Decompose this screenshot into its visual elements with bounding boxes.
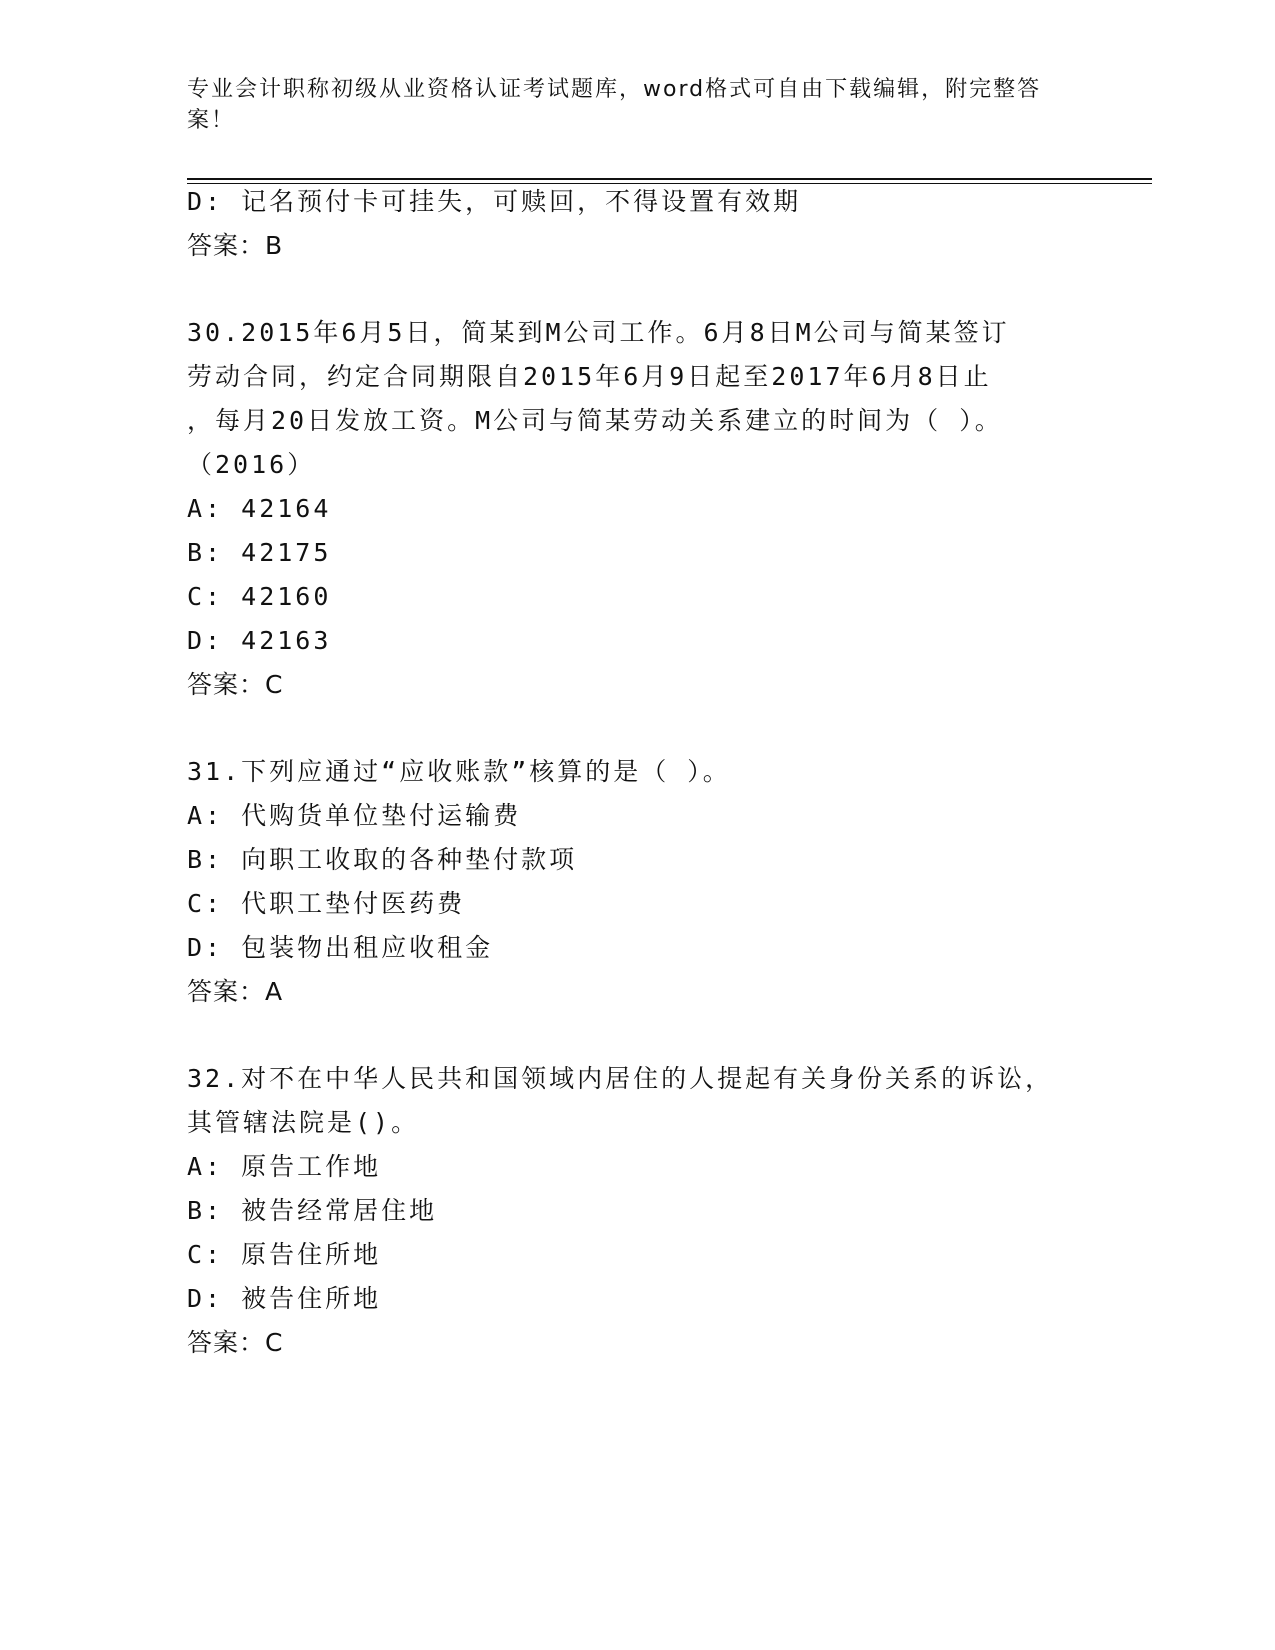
q30-stem-line3: ，每月20日发放工资。M公司与简某劳动关系建立的时间为（ ）。 [187,406,1003,435]
q32-stem-line2: 其管辖法院是()。 [187,1108,420,1137]
q30-option-b: B: 42175 [187,538,332,567]
q31-option-b: B: 向职工收取的各种垫付款项 [187,845,578,874]
page-header: 专业会计职称初级从业资格认证考试题库，word格式可自由下载编辑，附完整答案！ [187,77,1042,133]
q31-option-a: A: 代购货单位垫付运输费 [187,801,522,830]
q31-stem-line1: 31.下列应通过“应收账款”核算的是（ ）。 [187,757,731,786]
q31-option-d: D: 包装物出租应收租金 [187,933,494,962]
q32-option-a: A: 原告工作地 [187,1152,382,1181]
q30-option-c: C: 42160 [187,582,332,611]
q30-answer: 答案：C [187,670,284,699]
q30-stem-line4: （2016） [187,450,316,479]
q30-option-a: A: 42164 [187,494,332,523]
q32-option-d: D: 被告住所地 [187,1284,382,1313]
q30-stem-line2: 劳动合同，约定合同期限自2015年6月9日起至2017年6月8日止 [187,362,992,391]
carryover-option-d: D: 记名预付卡可挂失，可赎回，不得设置有效期 [187,187,802,216]
q31-option-c: C: 代职工垫付医药费 [187,889,466,918]
q31-answer: 答案：A [187,977,284,1006]
q30-option-d: D: 42163 [187,626,332,655]
q32-option-c: C: 原告住所地 [187,1240,382,1269]
header-rule-thin [187,183,1152,184]
q32-stem-line1: 32.对不在中华人民共和国领域内居住的人提起有关身份关系的诉讼， [187,1064,1054,1093]
q32-option-b: B: 被告经常居住地 [187,1196,438,1225]
q32-answer: 答案：C [187,1328,284,1357]
q30-stem-line1: 30.2015年6月5日，简某到M公司工作。6月8日M公司与简某签订 [187,318,1010,347]
carryover-answer: 答案：B [187,231,284,260]
header-rule-thick [187,178,1152,180]
